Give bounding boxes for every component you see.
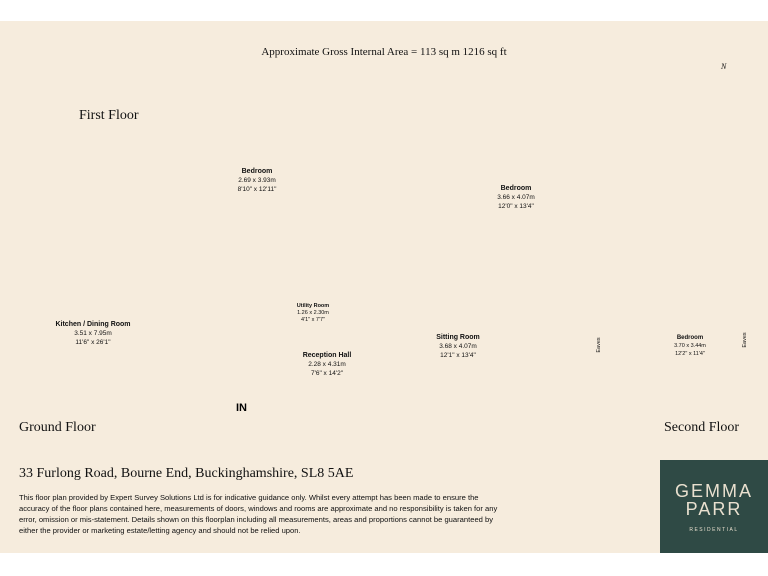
sitting-name: Sitting Room: [436, 334, 480, 341]
kitchen-metric: 3.51 x 7.95m: [74, 330, 112, 337]
ff-bedroom2-metric: 3.66 x 4.07m: [497, 194, 535, 201]
eaves-left-label: Eaves: [596, 337, 602, 353]
compass-north-label: N: [721, 62, 727, 71]
utility-metric: 1.26 x 2.30m: [297, 310, 329, 316]
gross-area-text: Approximate Gross Internal Area = 113 sq m 1216 sq ft: [261, 46, 507, 58]
ff-bedroom2-imperial: 12'0" x 13'4": [498, 203, 534, 210]
entrance-label: IN: [236, 402, 247, 414]
reception-imperial: 7'6" x 14'2": [310, 370, 344, 377]
sitting-metric: 3.68 x 4.07m: [439, 343, 477, 350]
eaves-right-label: Eaves: [742, 332, 748, 348]
brand-logo: [660, 460, 768, 553]
disclaimer-text: This floor plan provided by Expert Survey Solutions Ltd is for indicative guidance only. Whilst every attempt has been made to ensure the accuracy of the floor plans contained here, measurements of doors, windows and rooms are approximate and no responsibility is taken for any error, omission or mis-statement. Details shown on this floorplan including all measurements, areas and proportions cannot be guaranteed by either the provider or marketing estate/letting agency and should not be relied upon.: [19, 493, 498, 535]
ground-floor-label: Ground Floor: [19, 420, 96, 435]
sitting-imperial: 12'1" x 13'4": [440, 352, 476, 359]
reception-name: Reception Hall: [302, 352, 352, 359]
sf-bedroom-imperial: 12'2" x 11'4": [675, 351, 705, 357]
brand-subtitle: RESIDENTIAL: [689, 527, 739, 533]
reception-metric: 2.28 x 4.31m: [308, 361, 346, 368]
kitchen-imperial: 11'6" x 26'1": [75, 339, 111, 346]
kitchen-name: Kitchen / Dining Room: [55, 321, 131, 328]
ff-bedroom1-name: Bedroom: [241, 168, 273, 175]
utility-imperial: 4'1" x 7'7": [300, 317, 326, 323]
sf-bedroom-name: Bedroom: [676, 335, 704, 341]
first-floor-label: First Floor: [79, 108, 139, 123]
ff-bedroom2-name: Bedroom: [500, 185, 532, 192]
second-floor-label: Second Floor: [664, 420, 740, 435]
brand-name: [660, 482, 768, 518]
brand-line1: GEMMA: [674, 481, 753, 501]
sf-bedroom-metric: 3.70 x 3.44m: [674, 343, 706, 349]
utility-name: Utility Room: [296, 303, 330, 309]
brand-line2: PARR: [685, 499, 743, 519]
ff-bedroom1-metric: 2.69 x 3.93m: [238, 177, 276, 184]
ff-bedroom1-imperial: 8'10" x 12'11": [237, 186, 277, 193]
property-address: 33 Furlong Road, Bourne End, Buckinghamshire, SL8 5AE: [19, 466, 354, 481]
